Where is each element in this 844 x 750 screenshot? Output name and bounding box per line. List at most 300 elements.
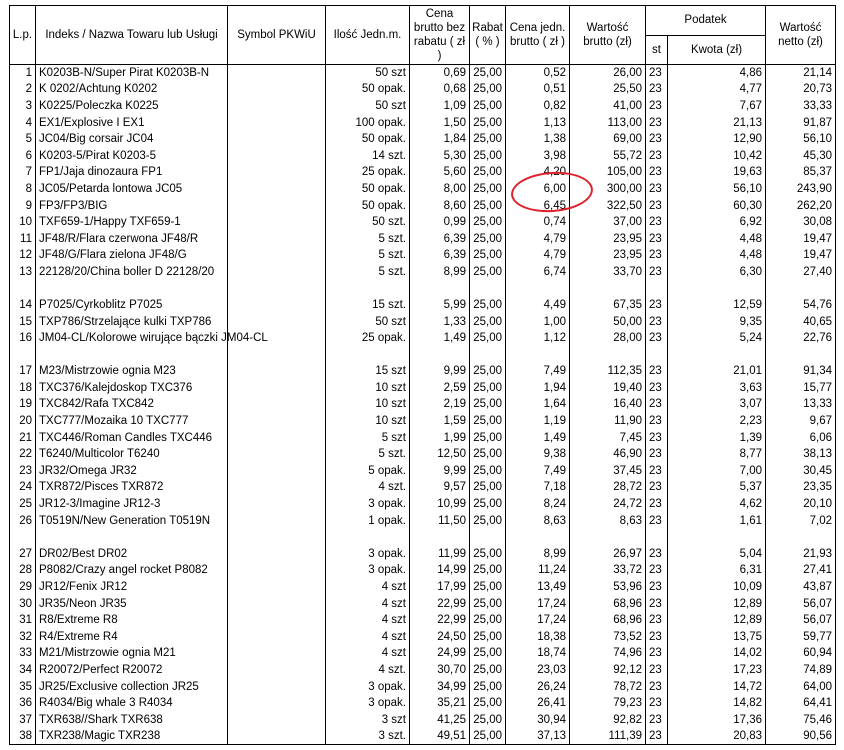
- cell-unit-price: 37,13: [506, 728, 570, 745]
- cell-tax-amount: 6,30: [668, 264, 766, 281]
- cell-qty: 4 szt: [326, 612, 410, 629]
- cell-name: R4/Extreme R4: [36, 629, 228, 646]
- cell-name: TXC446/Roman Candles TXC446: [36, 429, 228, 446]
- cell-discount: 25,00: [470, 579, 506, 596]
- cell-tax-amount: 56,10: [668, 181, 766, 198]
- cell-tax-rate: 23: [646, 247, 668, 264]
- cell-unit-price: 6,45: [506, 197, 570, 214]
- cell-qty: 3 opak.: [326, 546, 410, 563]
- cell-value-gross: 300,00: [570, 181, 646, 198]
- cell-unit-price: 4,79: [506, 230, 570, 247]
- cell-discount: 25,00: [470, 380, 506, 397]
- cell-pkwiu: [228, 678, 326, 695]
- header-qty: Ilość Jedn.m.: [326, 6, 410, 65]
- cell-lp: 10: [10, 214, 36, 231]
- cell-unit-price: 0,51: [506, 81, 570, 98]
- cell-unit-price: 7,18: [506, 479, 570, 496]
- cell-pkwiu: [228, 645, 326, 662]
- cell-tax-amount: 12,90: [668, 131, 766, 148]
- cell-price: 10,99: [410, 496, 470, 513]
- cell-value-net: 15,77: [766, 380, 836, 397]
- cell-lp: 13: [10, 264, 36, 281]
- cell-value-net: 45,30: [766, 147, 836, 164]
- spacer-cell: [10, 529, 36, 546]
- cell-name: FP1/Jaja dinozaura FP1: [36, 164, 228, 181]
- cell-qty: 5 szt.: [326, 264, 410, 281]
- table-row: [10, 313, 836, 330]
- cell-discount: 25,00: [470, 546, 506, 563]
- cell-qty: 3 szt: [326, 711, 410, 728]
- cell-value-gross: 23,95: [570, 230, 646, 247]
- cell-name: K0203B-N/Super Pirat K0203B-N: [36, 65, 228, 82]
- cell-unit-price: 18,74: [506, 645, 570, 662]
- cell-name: K0225/Poleczka K0225: [36, 98, 228, 115]
- spacer-cell: [410, 529, 470, 546]
- cell-unit-price: 7,49: [506, 363, 570, 380]
- cell-lp: 19: [10, 396, 36, 413]
- cell-value-net: 38,13: [766, 446, 836, 463]
- cell-qty: 50 opak.: [326, 197, 410, 214]
- cell-tax-amount: 13,75: [668, 629, 766, 646]
- cell-qty: 15 szt: [326, 363, 410, 380]
- cell-tax-rate: 23: [646, 711, 668, 728]
- cell-tax-amount: 2,23: [668, 413, 766, 430]
- cell-value-gross: 26,97: [570, 546, 646, 563]
- spacer-cell: [10, 280, 36, 297]
- cell-tax-amount: 17,23: [668, 662, 766, 679]
- cell-tax-amount: 12,59: [668, 297, 766, 314]
- cell-tax-rate: 23: [646, 562, 668, 579]
- cell-pkwiu: [228, 479, 326, 496]
- cell-discount: 25,00: [470, 479, 506, 496]
- header-discount: Rabat ( % ): [470, 6, 506, 65]
- cell-tax-amount: 12,89: [668, 612, 766, 629]
- cell-discount: 25,00: [470, 147, 506, 164]
- cell-name: P7025/Cyrkoblitz P7025: [36, 297, 228, 314]
- cell-tax-rate: 23: [646, 313, 668, 330]
- cell-tax-rate: 23: [646, 214, 668, 231]
- cell-value-net: 64,00: [766, 678, 836, 695]
- cell-tax-rate: 23: [646, 463, 668, 480]
- cell-lp: 27: [10, 546, 36, 563]
- cell-value-gross: 53,96: [570, 579, 646, 596]
- cell-value-gross: 112,35: [570, 363, 646, 380]
- cell-lp: 15: [10, 313, 36, 330]
- cell-price: 1,49: [410, 330, 470, 363]
- cell-name: TXC842/Rafa TXC842: [36, 396, 228, 413]
- header-tax: Podatek: [646, 6, 766, 36]
- cell-pkwiu: [228, 579, 326, 596]
- table-row: [10, 164, 836, 181]
- cell-qty: 10 szt: [326, 413, 410, 430]
- table-row: [10, 363, 836, 380]
- cell-price: 35,21: [410, 695, 470, 712]
- cell-value-gross: 26,00: [570, 65, 646, 82]
- cell-price: 5,30: [410, 147, 470, 164]
- cell-value-gross: 46,90: [570, 446, 646, 463]
- spacer-cell: [506, 529, 570, 546]
- cell-value-gross: 33,70: [570, 264, 646, 281]
- cell-value-gross: 7,45: [570, 429, 646, 446]
- spacer-cell: [668, 529, 766, 546]
- cell-discount: 25,00: [470, 247, 506, 264]
- cell-lp: 22: [10, 446, 36, 463]
- cell-lp: 7: [10, 164, 36, 181]
- cell-pkwiu: [228, 413, 326, 430]
- cell-value-gross: 68,96: [570, 595, 646, 612]
- cell-unit-price: 4,20: [506, 164, 570, 181]
- table-row: [10, 662, 836, 679]
- spacer-cell: [410, 280, 470, 297]
- table-row: [10, 579, 836, 596]
- cell-unit-price: 1,49: [506, 429, 570, 446]
- cell-pkwiu: [228, 463, 326, 480]
- cell-discount: 25,00: [470, 230, 506, 247]
- spacer-cell: [326, 529, 410, 546]
- cell-lp: 30: [10, 595, 36, 612]
- cell-value-net: 60,94: [766, 645, 836, 662]
- cell-discount: 25,00: [470, 645, 506, 662]
- cell-name: K 0202/Achtung K0202: [36, 81, 228, 98]
- cell-discount: 25,00: [470, 496, 506, 513]
- cell-value-net: 20,10: [766, 496, 836, 513]
- cell-lp: 38: [10, 728, 36, 745]
- cell-qty: 5 szt.: [326, 247, 410, 264]
- cell-name: TXF659-1/Happy TXF659-1: [36, 214, 228, 231]
- spacer-cell: [36, 280, 228, 297]
- cell-lp: 34: [10, 662, 36, 679]
- cell-price: 24,99: [410, 645, 470, 662]
- header-tax-rate: st: [646, 35, 668, 65]
- cell-discount: 25,00: [470, 629, 506, 646]
- cell-discount: 25,00: [470, 297, 506, 314]
- cell-unit-price: 9,38: [506, 446, 570, 463]
- cell-discount: 25,00: [470, 330, 506, 363]
- cell-pkwiu: [228, 313, 326, 330]
- cell-value-net: 27,40: [766, 264, 836, 281]
- cell-discount: 25,00: [470, 363, 506, 380]
- spacer-cell: [766, 280, 836, 297]
- cell-price: 30,70: [410, 662, 470, 679]
- cell-discount: 25,00: [470, 413, 506, 430]
- table-row: [10, 695, 836, 712]
- spacer-cell: [228, 529, 326, 546]
- cell-value-gross: 111,39: [570, 728, 646, 745]
- cell-lp: 33: [10, 645, 36, 662]
- cell-name: JC05/Petarda lontowa JC05: [36, 181, 228, 198]
- cell-unit-price: 8,99: [506, 546, 570, 563]
- cell-tax-amount: 12,89: [668, 595, 766, 612]
- table-row: [10, 98, 836, 115]
- cell-unit-price: 0,52: [506, 65, 570, 82]
- cell-tax-rate: 23: [646, 330, 668, 363]
- cell-tax-rate: 23: [646, 230, 668, 247]
- cell-name: JR12-3/Imagine JR12-3: [36, 496, 228, 513]
- cell-value-gross: 74,96: [570, 645, 646, 662]
- table-row: [10, 81, 836, 98]
- cell-lp: 31: [10, 612, 36, 629]
- table-row: [10, 678, 836, 695]
- cell-pkwiu: [228, 164, 326, 181]
- cell-value-gross: 24,72: [570, 496, 646, 513]
- cell-lp: 32: [10, 629, 36, 646]
- cell-value-gross: 67,35: [570, 297, 646, 314]
- cell-tax-amount: 60,30: [668, 197, 766, 214]
- cell-value-net: 6,06: [766, 429, 836, 446]
- cell-discount: 25,00: [470, 562, 506, 579]
- header-unit-price: Cena jedn. brutto ( zł ): [506, 6, 570, 65]
- cell-lp: 26: [10, 512, 36, 529]
- table-row: [10, 728, 836, 745]
- cell-unit-price: 0,74: [506, 214, 570, 231]
- cell-lp: 9: [10, 197, 36, 214]
- cell-name: FP3/FP3/BIG: [36, 197, 228, 214]
- cell-tax-rate: 23: [646, 363, 668, 380]
- cell-unit-price: 17,24: [506, 595, 570, 612]
- cell-lp: 4: [10, 114, 36, 131]
- cell-tax-amount: 4,48: [668, 247, 766, 264]
- cell-discount: 25,00: [470, 164, 506, 181]
- cell-value-gross: 92,82: [570, 711, 646, 728]
- cell-lp: 23: [10, 463, 36, 480]
- cell-pkwiu: [228, 629, 326, 646]
- cell-value-net: 19,47: [766, 230, 836, 247]
- spacer-cell: [228, 280, 326, 297]
- cell-price: 49,51: [410, 728, 470, 745]
- cell-discount: 25,00: [470, 81, 506, 98]
- spacer-cell: [570, 280, 646, 297]
- spacer-cell: [766, 529, 836, 546]
- cell-qty: 50 opak.: [326, 81, 410, 98]
- cell-price: 8,00: [410, 181, 470, 198]
- cell-qty: 1 opak.: [326, 512, 410, 529]
- cell-qty: 5 szt: [326, 429, 410, 446]
- cell-unit-price: 30,94: [506, 711, 570, 728]
- cell-pkwiu: [228, 214, 326, 231]
- cell-price: 1,09: [410, 98, 470, 115]
- cell-tax-amount: 5,24: [668, 330, 766, 363]
- cell-value-net: 22,76: [766, 330, 836, 363]
- cell-unit-price: 1,12: [506, 330, 570, 363]
- spacer-cell: [326, 280, 410, 297]
- table-row: [10, 181, 836, 198]
- cell-qty: 15 szt.: [326, 297, 410, 314]
- cell-discount: 25,00: [470, 728, 506, 745]
- cell-qty: 5 szt.: [326, 446, 410, 463]
- cell-price: 2,59: [410, 380, 470, 397]
- cell-value-gross: 11,90: [570, 413, 646, 430]
- cell-value-net: 27,41: [766, 562, 836, 579]
- cell-name: DR02/Best DR02: [36, 546, 228, 563]
- cell-value-gross: 19,40: [570, 380, 646, 397]
- cell-value-net: 262,20: [766, 197, 836, 214]
- cell-unit-price: 6,74: [506, 264, 570, 281]
- cell-unit-price: 4,49: [506, 297, 570, 314]
- cell-price: 22,99: [410, 612, 470, 629]
- cell-tax-rate: 23: [646, 512, 668, 529]
- cell-lp: 35: [10, 678, 36, 695]
- cell-lp: 2: [10, 81, 36, 98]
- cell-lp: 11: [10, 230, 36, 247]
- cell-price: 17,99: [410, 579, 470, 596]
- cell-tax-amount: 1,61: [668, 512, 766, 529]
- cell-tax-amount: 7,00: [668, 463, 766, 480]
- cell-tax-rate: 23: [646, 131, 668, 148]
- cell-qty: 10 szt: [326, 396, 410, 413]
- cell-pkwiu: [228, 612, 326, 629]
- cell-pkwiu: [228, 711, 326, 728]
- cell-value-gross: 55,72: [570, 147, 646, 164]
- cell-lp: 20: [10, 413, 36, 430]
- cell-value-net: 74,89: [766, 662, 836, 679]
- cell-lp: 18: [10, 380, 36, 397]
- cell-qty: 10 szt: [326, 380, 410, 397]
- cell-price: 1,84: [410, 131, 470, 148]
- cell-discount: 25,00: [470, 197, 506, 214]
- spacer-row: [10, 529, 836, 546]
- cell-discount: 25,00: [470, 678, 506, 695]
- cell-value-gross: 68,96: [570, 612, 646, 629]
- cell-value-gross: 33,72: [570, 562, 646, 579]
- cell-tax-amount: 5,37: [668, 479, 766, 496]
- spacer-cell: [668, 280, 766, 297]
- cell-value-net: 85,37: [766, 164, 836, 181]
- cell-value-gross: 37,45: [570, 463, 646, 480]
- table-header: [10, 6, 836, 65]
- cell-name: TXC376/Kalejdoskop TXC376: [36, 380, 228, 397]
- cell-value-gross: 16,40: [570, 396, 646, 413]
- cell-price: 12,50: [410, 446, 470, 463]
- cell-pkwiu: [228, 81, 326, 98]
- cell-qty: 50 opak.: [326, 131, 410, 148]
- cell-tax-amount: 20,83: [668, 728, 766, 745]
- cell-discount: 25,00: [470, 612, 506, 629]
- cell-tax-amount: 10,42: [668, 147, 766, 164]
- cell-unit-price: 7,49: [506, 463, 570, 480]
- cell-value-net: 91,87: [766, 114, 836, 131]
- cell-tax-rate: 23: [646, 297, 668, 314]
- cell-tax-rate: 23: [646, 264, 668, 281]
- cell-discount: 25,00: [470, 65, 506, 82]
- cell-value-net: 30,45: [766, 463, 836, 480]
- cell-tax-rate: 23: [646, 65, 668, 82]
- cell-unit-price: 1,13: [506, 114, 570, 131]
- cell-value-net: 21,14: [766, 65, 836, 82]
- cell-pkwiu: [228, 363, 326, 380]
- spacer-cell: [506, 280, 570, 297]
- table-row: [10, 546, 836, 563]
- cell-discount: 25,00: [470, 264, 506, 281]
- cell-value-net: 243,90: [766, 181, 836, 198]
- cell-name: P8082/Crazy angel rocket P8082: [36, 562, 228, 579]
- cell-discount: 25,00: [470, 695, 506, 712]
- cell-value-gross: 28,72: [570, 479, 646, 496]
- cell-name: 22128/20/China boller D 22128/20: [36, 264, 228, 281]
- cell-unit-price: 11,24: [506, 562, 570, 579]
- table-row: [10, 380, 836, 397]
- spacer-cell: [646, 529, 668, 546]
- cell-value-gross: 113,00: [570, 114, 646, 131]
- cell-price: 9,57: [410, 479, 470, 496]
- cell-pkwiu: [228, 546, 326, 563]
- cell-tax-rate: 23: [646, 728, 668, 745]
- cell-tax-rate: 23: [646, 380, 668, 397]
- table-body: [10, 65, 836, 745]
- cell-value-gross: 37,00: [570, 214, 646, 231]
- cell-discount: 25,00: [470, 214, 506, 231]
- cell-tax-rate: 23: [646, 164, 668, 181]
- cell-tax-amount: 14,72: [668, 678, 766, 695]
- cell-unit-price: 0,82: [506, 98, 570, 115]
- cell-pkwiu: [228, 496, 326, 513]
- cell-value-net: 59,77: [766, 629, 836, 646]
- cell-name: TXR872/Pisces TXR872: [36, 479, 228, 496]
- cell-name: JR12/Fenix JR12: [36, 579, 228, 596]
- cell-pkwiu: [228, 147, 326, 164]
- cell-tax-amount: 4,48: [668, 230, 766, 247]
- cell-tax-rate: 23: [646, 629, 668, 646]
- cell-tax-amount: 8,77: [668, 446, 766, 463]
- cell-pkwiu: [228, 264, 326, 281]
- cell-value-gross: 105,00: [570, 164, 646, 181]
- cell-name: JR35/Neon JR35: [36, 595, 228, 612]
- cell-lp: 37: [10, 711, 36, 728]
- cell-price: 8,60: [410, 197, 470, 214]
- table-row: [10, 197, 836, 214]
- spacer-cell: [36, 529, 228, 546]
- cell-tax-amount: 7,67: [668, 98, 766, 115]
- cell-tax-rate: 23: [646, 446, 668, 463]
- cell-price: 41,25: [410, 711, 470, 728]
- cell-value-gross: 28,00: [570, 330, 646, 363]
- cell-lp: 6: [10, 147, 36, 164]
- cell-tax-amount: 14,82: [668, 695, 766, 712]
- cell-discount: 25,00: [470, 446, 506, 463]
- cell-unit-price: 4,79: [506, 247, 570, 264]
- cell-price: 0,68: [410, 81, 470, 98]
- spacer-cell: [646, 280, 668, 297]
- cell-tax-rate: 23: [646, 479, 668, 496]
- cell-value-net: 56,10: [766, 131, 836, 148]
- cell-pkwiu: [228, 131, 326, 148]
- table-row: [10, 463, 836, 480]
- cell-value-net: 33,33: [766, 98, 836, 115]
- table-row: [10, 396, 836, 413]
- cell-tax-amount: 14,02: [668, 645, 766, 662]
- cell-value-gross: 8,63: [570, 512, 646, 529]
- cell-lp: 29: [10, 579, 36, 596]
- table-row: [10, 65, 836, 82]
- cell-tax-rate: 23: [646, 396, 668, 413]
- cell-pkwiu: [228, 595, 326, 612]
- table-row: [10, 446, 836, 463]
- cell-lp: 36: [10, 695, 36, 712]
- cell-value-gross: 69,00: [570, 131, 646, 148]
- cell-pkwiu: [228, 247, 326, 264]
- cell-price: 0,99: [410, 214, 470, 231]
- cell-unit-price: 1,19: [506, 413, 570, 430]
- cell-qty: 3 opak.: [326, 496, 410, 513]
- cell-value-gross: 92,12: [570, 662, 646, 679]
- cell-value-gross: 41,00: [570, 98, 646, 115]
- cell-tax-rate: 23: [646, 579, 668, 596]
- cell-tax-rate: 23: [646, 645, 668, 662]
- cell-unit-price: 1,38: [506, 131, 570, 148]
- cell-tax-rate: 23: [646, 695, 668, 712]
- cell-tax-amount: 4,77: [668, 81, 766, 98]
- cell-qty: 50 opak.: [326, 181, 410, 198]
- header-pkwiu: Symbol PKWiU: [228, 6, 326, 65]
